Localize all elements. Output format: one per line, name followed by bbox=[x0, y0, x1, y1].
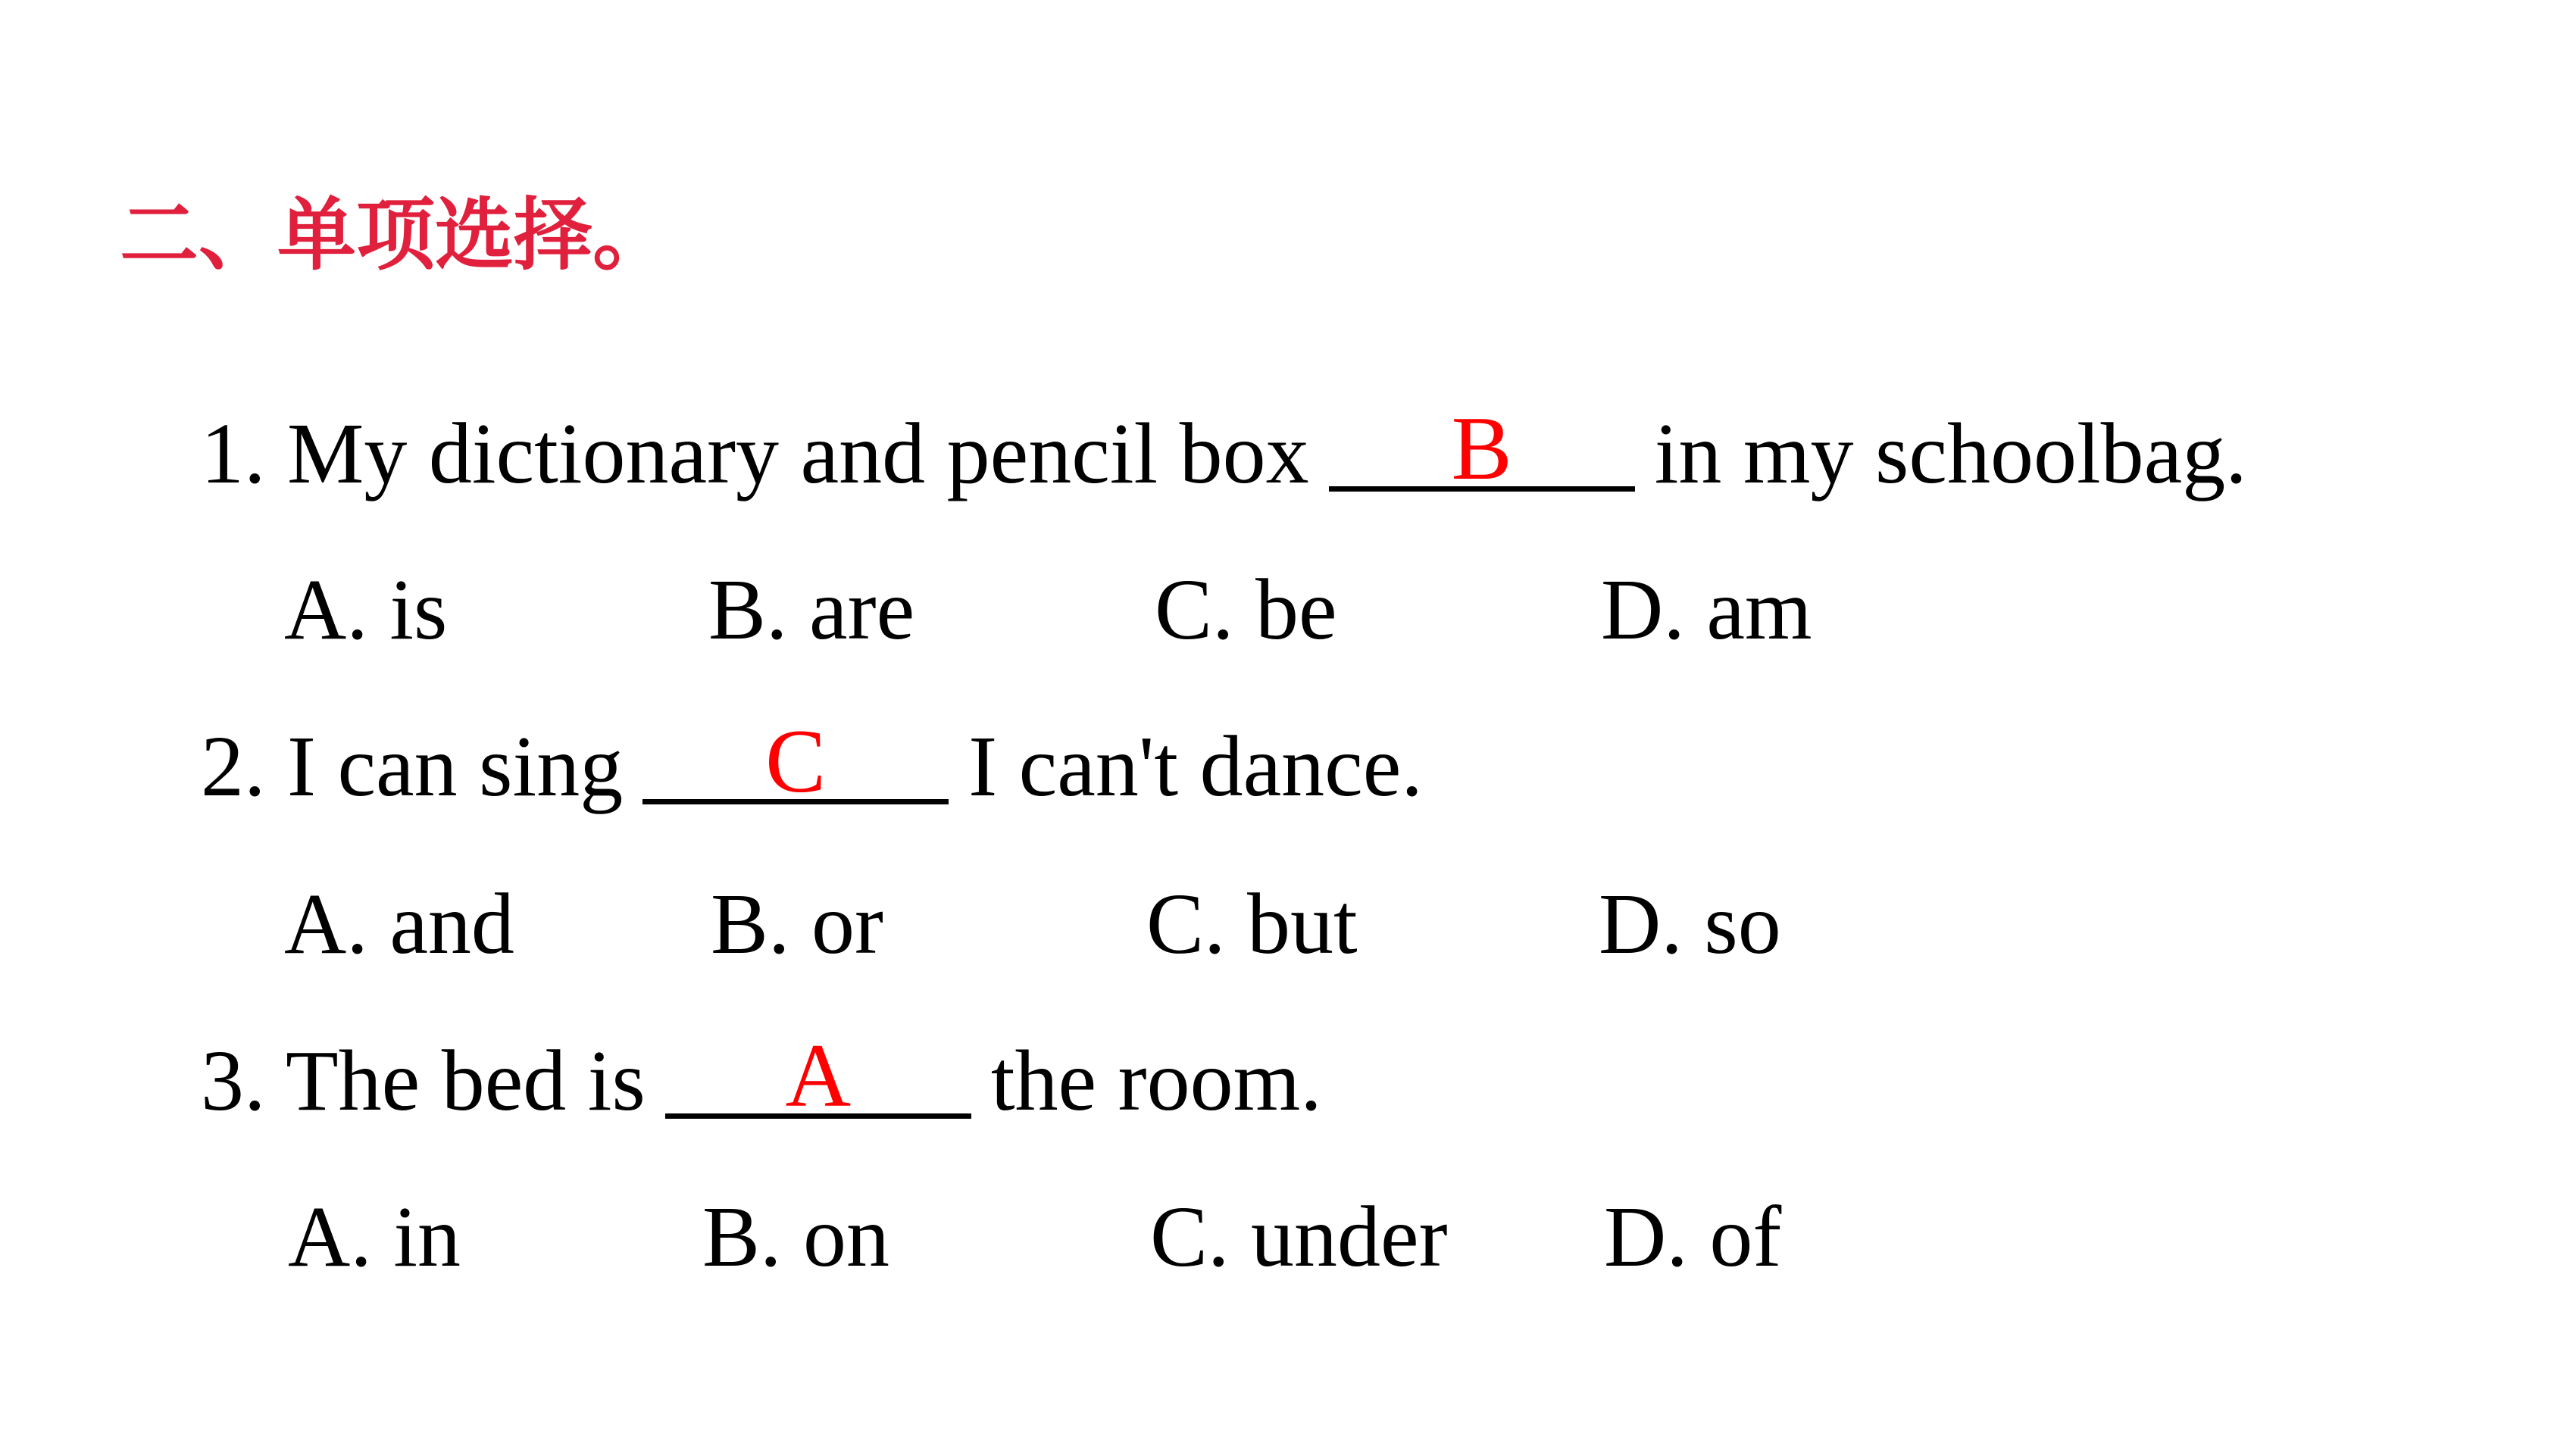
section-heading: 二、单项选择。 bbox=[120, 189, 672, 281]
question-text-before: My dictionary and pencil box bbox=[287, 405, 1309, 501]
question-number: 3. bbox=[201, 1032, 266, 1129]
answer-blank bbox=[1329, 398, 1635, 498]
answer-letter: B bbox=[1451, 398, 1512, 498]
answer-letter: A bbox=[785, 1025, 852, 1126]
question-2 bbox=[201, 710, 1423, 814]
option-b: B. are bbox=[708, 561, 915, 657]
option-c: C. be bbox=[1155, 561, 1337, 657]
question-3 bbox=[201, 1025, 1322, 1129]
question-text-after: I can't dance. bbox=[968, 718, 1423, 814]
option-a: A. and bbox=[284, 876, 514, 972]
answer-blank bbox=[642, 710, 949, 811]
option-d: D. am bbox=[1601, 561, 1812, 657]
option-b: B. on bbox=[702, 1188, 890, 1285]
option-c: C. but bbox=[1146, 876, 1358, 972]
question-text-after: the room. bbox=[990, 1032, 1322, 1129]
question-text-before: The bed is bbox=[285, 1032, 646, 1129]
option-c: C. under bbox=[1150, 1188, 1448, 1285]
option-a: A. in bbox=[288, 1188, 461, 1285]
question-text-before: I can sing bbox=[287, 718, 624, 814]
question-number: 2. bbox=[201, 718, 266, 814]
question-text-after: in my schoolbag. bbox=[1654, 405, 2247, 501]
option-d: D. of bbox=[1604, 1188, 1782, 1285]
question-number: 1. bbox=[201, 405, 266, 501]
answer-blank bbox=[665, 1025, 971, 1126]
question-1 bbox=[201, 398, 2247, 501]
answer-letter: C bbox=[765, 710, 827, 811]
option-d: D. so bbox=[1599, 876, 1781, 972]
option-b: B. or bbox=[711, 876, 883, 972]
option-a: A. is bbox=[284, 561, 448, 657]
